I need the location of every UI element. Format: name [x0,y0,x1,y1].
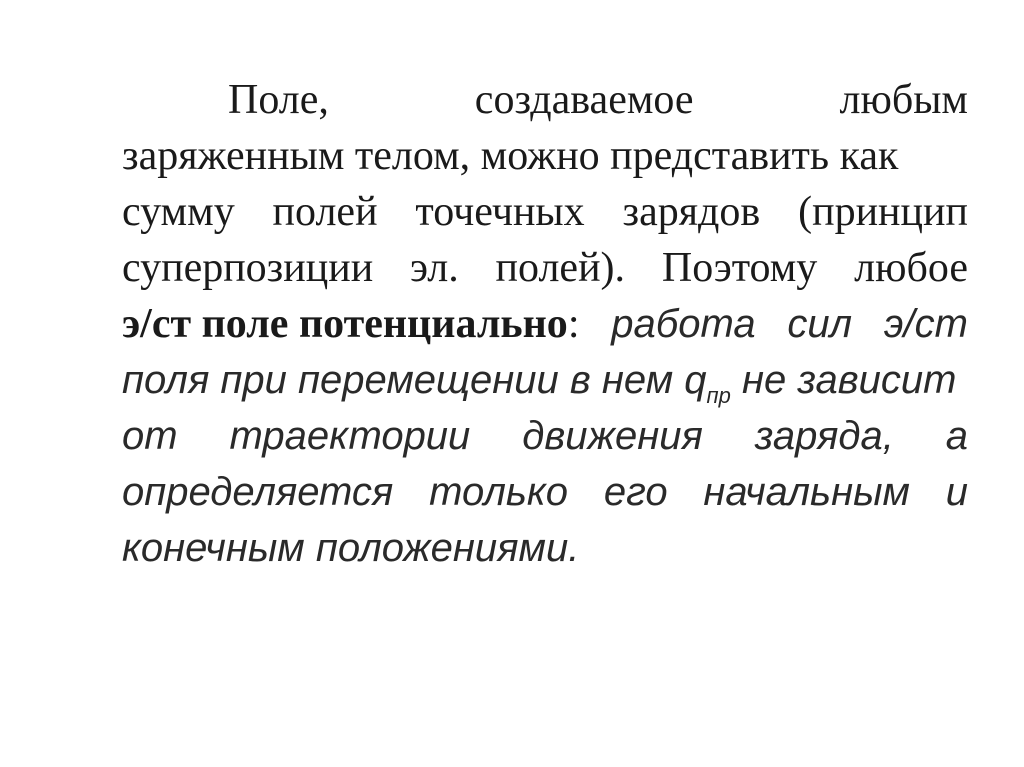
word: э/ст [883,302,968,346]
word: (принцип [798,189,968,235]
word: Поле, [228,77,329,123]
word: Поэтому [661,245,818,291]
word: полей). [495,245,626,291]
word: начальным [703,470,910,514]
text-line-9 [122,520,968,576]
word: сил [787,302,853,346]
word: сумму [122,189,235,235]
text-line-3 [122,184,968,240]
text-line-8 [122,464,968,520]
word: любое [854,245,968,291]
bold-phrase: э/ст поле потенциально [122,301,568,347]
highlight-group [122,296,579,352]
word: движения [522,414,703,458]
word: от [122,414,178,458]
word: любым [839,77,968,123]
word: работа [611,302,756,346]
text-line-4 [122,240,968,296]
word: а [945,414,968,458]
word: полей [272,189,378,235]
colon: : [567,301,580,347]
word: суперпозиции [122,245,374,291]
word: определяется [122,470,394,514]
line-text-post: не зависит [730,358,957,402]
word: заряда, [754,414,894,458]
text-line-5 [122,296,968,352]
word: и [945,470,968,514]
line-text: конечным положениями. [122,526,580,570]
text-line-2 [122,128,968,184]
word: его [603,470,668,514]
text-line-6 [122,352,968,408]
line-text-pre: поля при перемещении в нем q [122,358,707,402]
word: зарядов [622,189,761,235]
word: траектории [229,414,471,458]
word: эл. [410,245,459,291]
word: точечных [415,189,585,235]
text-line-7 [122,408,968,464]
word: создаваемое [474,77,694,123]
word: только [429,470,569,514]
line-text: заряженным телом, можно представить как [122,133,899,179]
text-line-1 [122,72,968,128]
subscript: пр [706,383,731,408]
